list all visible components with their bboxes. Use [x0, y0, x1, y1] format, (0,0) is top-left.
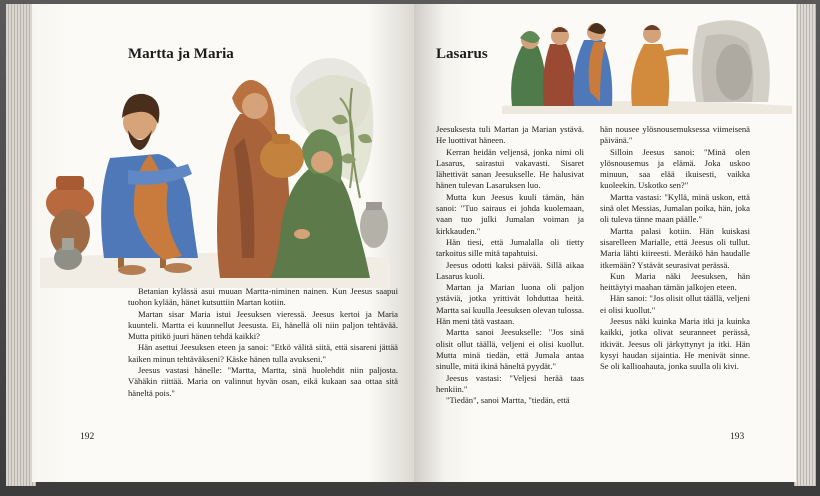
paragraph: Martta palasi kotiin. Hän kuiskasi sisarelleen Marialle, että Jeesus oli tullut. Maria lähti kiireesti. Meräikö hän haudalle itkemään? Ystävät seurasivat perässä. — [600, 225, 750, 270]
paragraph: "Tiedän", sanoi Martta, "tiedän, että — [446, 395, 570, 406]
right-page-number: 193 — [730, 432, 745, 442]
paragraph: Jeesus odotti kaksi päivää. Sillä aikaa Lasarus kuoli. — [436, 259, 584, 281]
paragraph: Hän asettui Jeesuksen eteen ja sanoi: "Etkö välitä siitä, että sisareni jättää kaiken minun tehtäväkseni? Käske hänen tulla avukseni." — [128, 342, 398, 364]
illustration-lazarus-tomb — [502, 10, 792, 114]
paragraph: Mutta kun Jeesus kuuli tämän, hän sanoi: "Tuo sairaus ei johda kuolemaan, vaan tuo julki Jumalan voiman ja kirkkauden." — [436, 191, 584, 236]
paragraph: Jeesus vastasi: "Veljesi herää taas henkiin." — [436, 372, 584, 394]
paragraph: Hän tiesi, että Jumalalla oli tietty tarkoitus sille mitä tapahtuisi. — [436, 236, 584, 259]
paragraph: Martta sanoi Jeesukselle: "Jos sinä olisit ollut täällä, veljeni ei olisi kuollut. Mutta minä tiedän, että Jumala antaa sinulle, mitä ikinä häneltä pyydät." — [436, 327, 584, 372]
paragraph: Jeesuksesta tuli Martan ja Marian ystävä. He luottivat häneen. — [436, 124, 584, 146]
right-page-column-2 — [600, 124, 750, 373]
paragraph: Hän sanoi: "Jos olisit ollut täällä, veljeni ei olisi kuollut." — [600, 293, 750, 315]
left-page-text — [128, 286, 398, 399]
paragraph: Kerran heidän veljensä, jonka nimi oli Lasarus, sairastui vakavasti. Sisaret lähettivät sanan Jeesukselle. He halusivat hänen tulevan Lasaruksen luo. — [436, 146, 584, 191]
left-page — [32, 4, 414, 482]
right-page-column-1 — [436, 124, 584, 406]
paragraph: Betanian kylässä asui muuan Martta-niminen nainen. Kun Jeesus saapui tuohon kylään, hänet kutsuttiin Martan kotiin. — [128, 286, 398, 308]
illustration-jesus-martha-mary — [40, 58, 390, 288]
paragraph: Martan sisar Maria istui Jeesuksen vieressä. Jeesus kertoi ja Maria kuunteli. Martta ei kuunnellut Jeesusta. Ei, hänellä oli niin paljon tehtävää. Mutta pitikö juuri hänen tehdä kaikki? — [128, 308, 398, 342]
paragraph: hän nousee ylösnousemuksessa viimeisenä päivänä." — [600, 124, 750, 146]
paragraph: Martan ja Marian luona oli paljon ystäviä, jotka yrittivät lohduttaa heitä. Martta sai kuulla Jeesuksen olevan tulossa. Hän meni tätä vastaan. — [436, 282, 584, 327]
paragraph: Martta vastasi: "Kyllä, minä uskon, että sinä olet Messias, Jumalan poika, hän, joka oli tuleva tänne maan päälle." — [600, 191, 750, 225]
right-page — [414, 4, 796, 482]
left-page-title: Martta ja Maria — [128, 46, 234, 62]
paragraph: Silloin Jeesus sanoi: "Minä olen ylösnousemus ja elämä. Joka uskoo minuun, saa elää ikuisesti, vaikka kuoleekin. Uskotko sen?" — [600, 146, 750, 191]
right-page-title: Lasarus — [436, 46, 488, 62]
paragraph: Jeesus näki kuinka Maria itki ja kuinka kaikki, jotka olivat seuranneet perässä, itkivät. Jeesus oli järkyttynyt ja itki. Hän kysyi haudan sijaintia. He menivät sinne. Se oli kallioahauta, jonka suulla oli kivi. — [600, 316, 750, 372]
page-edges-right — [794, 4, 816, 486]
paragraph: Kun Maria näki Jeesuksen, hän heittäytyi maahan tämän jalkojen eteen. — [600, 270, 750, 293]
paragraph: Jeesus vastasi hänelle: "Martta, Martta, sinä huolehdit niin paljosta. Vähäkin riittää. Maria on valinnut hyvän osan, eikä kukaan saa ottaa sitä häneltä pois." — [128, 365, 398, 398]
left-page-number: 192 — [80, 432, 95, 442]
